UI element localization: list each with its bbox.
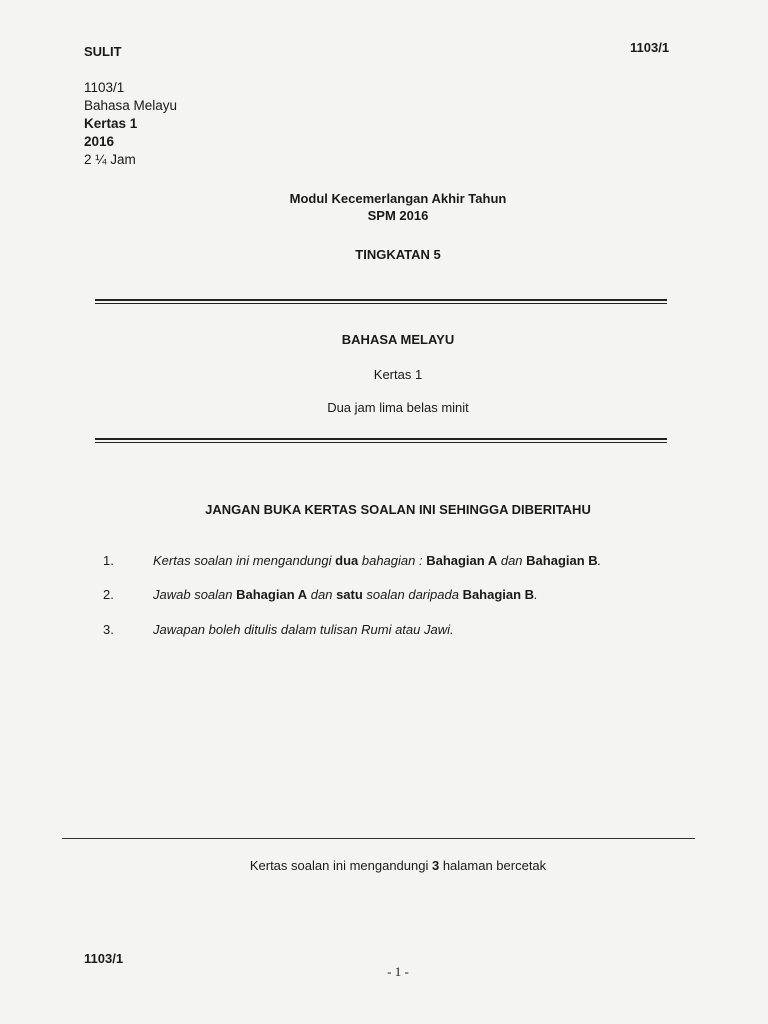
meta-year: 2016 <box>84 134 115 149</box>
instruction-item: 3. Jawapan boleh ditulis dalam tulisan Rumi atau Jawi. <box>103 622 454 637</box>
divider-bottom <box>95 438 667 443</box>
meta-subject: Bahasa Melayu <box>84 98 178 113</box>
instruction-number: 1. <box>103 553 114 568</box>
instruction-item: 1. Kertas soalan ini mengandungi dua bahagian : Bahagian A dan Bahagian B. <box>103 553 602 568</box>
meta-duration: 2 ¼ Jam <box>84 152 136 167</box>
paper-code-top: 1103/1 <box>630 40 670 55</box>
divider-top <box>95 299 667 304</box>
module-title: Modul Kecemerlangan Akhir Tahun <box>289 191 507 206</box>
paper-code-bottom: 1103/1 <box>84 951 124 966</box>
exam-paper: Kertas 1 <box>373 367 423 382</box>
instruction-number: 2. <box>103 587 114 602</box>
instruction-item: 2. Jawab soalan Bahagian A dan satu soalan daripada Bahagian B. <box>103 587 538 602</box>
form-level: TINGKATAN 5 <box>355 247 441 262</box>
paper-meta <box>84 79 177 169</box>
classification-label: SULIT <box>84 44 122 59</box>
page-number: - 1 - <box>387 964 409 979</box>
module-exam: SPM 2016 <box>367 208 429 223</box>
exam-subject: BAHASA MELAYU <box>341 332 455 347</box>
page-count-note: Kertas soalan ini mengandungi 3 halaman bercetak <box>249 858 547 873</box>
instruction-number: 3. <box>103 622 114 637</box>
page-count: 3 <box>431 858 440 873</box>
exam-duration: Dua jam lima belas minit <box>327 400 469 415</box>
meta-code: 1103/1 <box>84 80 125 95</box>
warning-notice: JANGAN BUKA KERTAS SOALAN INI SEHINGGA DIBERITAHU <box>205 502 591 517</box>
meta-paper: Kertas 1 <box>84 116 138 131</box>
footer-divider <box>62 838 695 839</box>
